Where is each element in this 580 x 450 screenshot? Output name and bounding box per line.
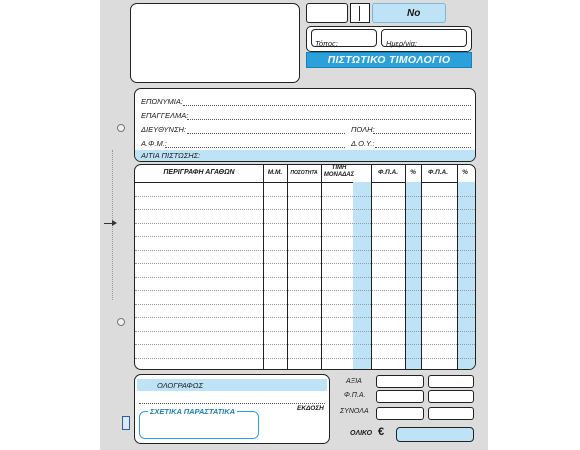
vat-field-2[interactable] — [428, 390, 474, 403]
date-label: Ημερ/νία: — [386, 39, 417, 48]
tax-id-line[interactable] — [165, 147, 345, 148]
profession-label: ΕΠΑΓΓΕΛΜΑ: — [141, 111, 189, 120]
vat-decimal-col-2 — [457, 182, 476, 370]
table-row[interactable] — [135, 263, 476, 264]
table-row[interactable] — [135, 209, 476, 210]
city-line[interactable] — [373, 133, 471, 134]
credit-reason-row[interactable] — [135, 150, 475, 161]
amount-in-words-label: ΟΛΟΓΡΑΦΩΣ — [157, 381, 203, 390]
sums-label: ΣΥΝΟΛΑ — [340, 408, 369, 415]
sum-field-2[interactable] — [428, 407, 474, 420]
tax-id-label: Α.Φ.Μ.: — [141, 139, 167, 148]
arrow-head — [112, 220, 117, 226]
col-description: ΠΕΡΙΓΡΑΦΗ ΑΓΑΘΩΝ — [163, 169, 235, 176]
number-label: No — [407, 8, 421, 19]
col-vat-2: Φ.Π.Α. — [427, 169, 449, 176]
col-vat-1: Φ.Π.Α. — [377, 169, 399, 176]
table-row[interactable] — [135, 236, 476, 237]
credit-reason-label: ΑΙΤΙΑ ΠΙΣΤΩΣΗΣ: — [141, 151, 201, 160]
series-box[interactable] — [306, 3, 348, 23]
place-field[interactable] — [311, 29, 377, 47]
euro-icon: € — [378, 426, 385, 438]
city-label: ΠΟΛΗ: — [351, 125, 375, 134]
value-label: ΑΞΙΑ — [346, 378, 362, 385]
table-row[interactable] — [135, 344, 476, 345]
related-docs-label: ΣΧΕΤΙΚΑ ΠΑΡΑΣΤΑΤΙΚΑ — [150, 407, 236, 416]
printer-logo-icon — [122, 416, 130, 430]
sum-field-1[interactable] — [376, 407, 424, 420]
punch-hole-top — [117, 124, 125, 132]
vat-total-label: Φ.Π.Α. — [344, 392, 366, 399]
invoice-form — [100, 0, 488, 450]
col-vat-rate-1: % — [410, 169, 416, 176]
name-label: ΕΠΩΝΥΜΙΑ: — [141, 97, 183, 106]
footer-left-box — [134, 374, 330, 444]
table-row[interactable] — [135, 250, 476, 251]
related-docs-field[interactable] — [139, 407, 259, 439]
punch-hole-bottom — [117, 318, 125, 326]
table-row[interactable] — [135, 304, 476, 305]
vat-decimal-col-1 — [405, 182, 421, 370]
issue-label: ΕΚΔΟΣΗ — [297, 405, 324, 412]
tax-office-line[interactable] — [375, 147, 471, 148]
issuer-box[interactable] — [130, 3, 300, 83]
document-title: ΠΙΣΤΩΤΙΚΟ ΤΙΜΟΛΟΓΙΟ — [327, 54, 451, 66]
number-box[interactable] — [372, 3, 446, 23]
place-date-box — [306, 26, 472, 52]
col-unit-price: ΤΙΜΗ ΜΟΝΑΔΑΣ — [323, 165, 355, 178]
items-table — [134, 164, 476, 370]
col-quantity: ΠΟΣΟΤΗΤΑ — [290, 170, 318, 176]
amount-in-words-line[interactable] — [139, 403, 325, 404]
grand-total-field[interactable] — [396, 427, 474, 442]
tax-office-label: Δ.Ο.Υ.: — [351, 139, 375, 148]
value-field-1[interactable] — [376, 375, 424, 388]
name-line[interactable] — [183, 105, 471, 106]
col-vat-rate-2: % — [462, 169, 468, 176]
col-unit: Μ.Μ. — [267, 169, 283, 176]
title-banner — [306, 52, 472, 68]
table-row[interactable] — [135, 331, 476, 332]
profession-line[interactable] — [187, 119, 471, 120]
address-label: ΔΙΕΥΘΥΝΣΗ: — [141, 125, 186, 134]
table-row[interactable] — [135, 290, 476, 291]
table-row[interactable] — [135, 223, 476, 224]
total-label: ΟΛΙΚΟ — [350, 430, 373, 437]
copy-indicator — [350, 3, 370, 23]
table-row[interactable] — [135, 277, 476, 278]
address-line[interactable] — [187, 133, 345, 134]
vat-field-1[interactable] — [376, 390, 424, 403]
table-header — [135, 165, 476, 183]
price-decimal-col — [353, 182, 371, 370]
customer-box — [134, 88, 476, 162]
table-row[interactable] — [135, 196, 476, 197]
table-row[interactable] — [135, 358, 476, 359]
value-field-2[interactable] — [428, 375, 474, 388]
date-field[interactable] — [381, 29, 467, 47]
amount-in-words-field[interactable] — [137, 379, 327, 391]
table-row[interactable] — [135, 317, 476, 318]
place-label: Τόπος: — [315, 39, 338, 48]
